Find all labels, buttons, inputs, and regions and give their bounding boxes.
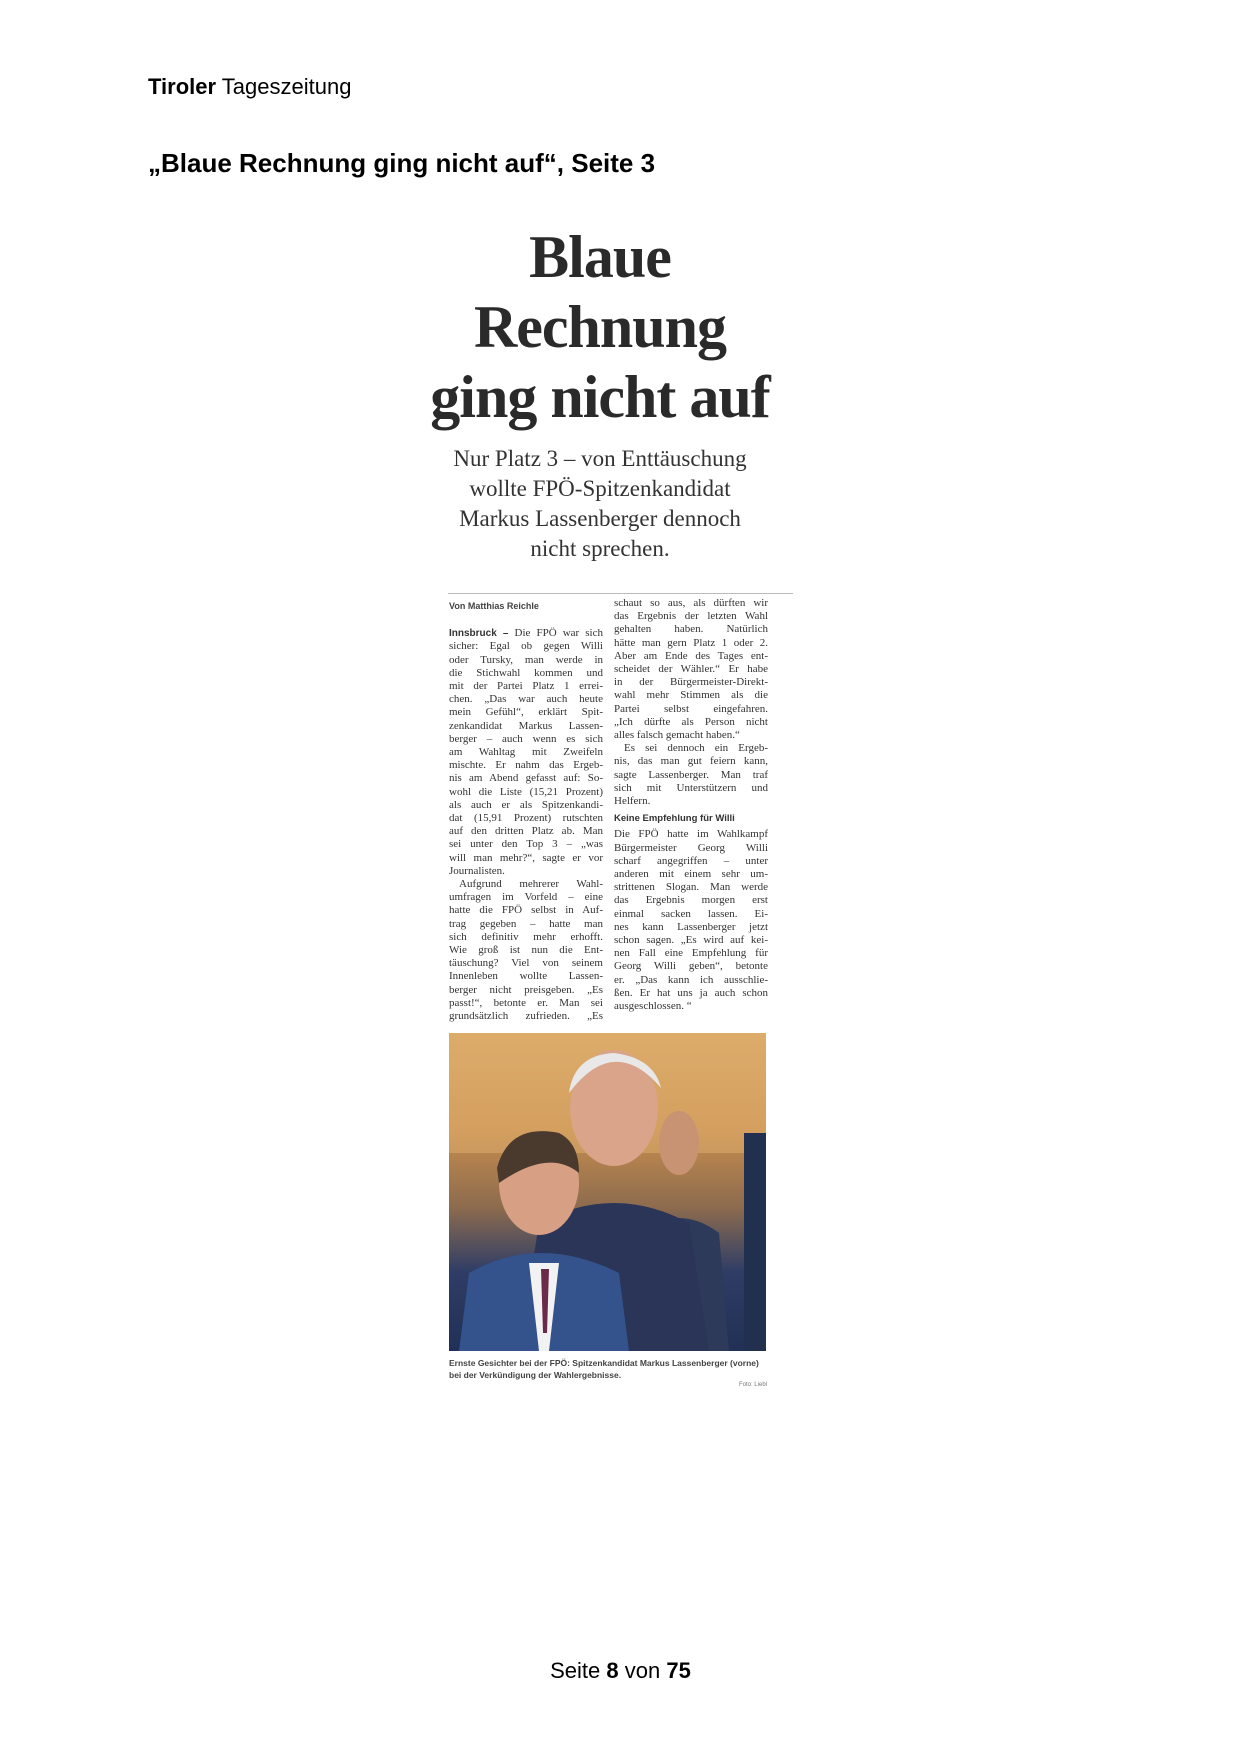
line-text: Die FPÖ war sich [514,627,603,640]
line-text: Aufgrund mehrerer Wahl- [459,878,603,891]
article-text-line [449,852,603,865]
article-text-line [614,742,768,755]
line-text: täuschung? Viel von seinem [449,957,603,970]
article-text-line [614,650,768,663]
article-text-line [614,610,768,623]
article-text-line [449,904,603,917]
article-text-line [614,716,768,729]
article-text-line [449,891,603,904]
article-column-left [449,597,603,1023]
article-text-line [449,931,603,944]
line-text: nis, das man gut feiern kann, [614,755,768,768]
article-text-line [449,970,603,983]
article-text-line [449,733,603,746]
line-text: auf den dritten Platz ab. Man [449,825,603,838]
line-text: als auch er als Spitzenkandi- [449,798,603,811]
article-text-line [449,640,603,653]
line-text: das Ergebnis der letzten Wahl [614,610,768,623]
publication-name-bold: Tiroler [148,74,217,99]
current-page: 8 [606,1658,619,1683]
line-text: Helfern. [614,795,651,808]
line-text: nes kann Lassenberger jetzt [614,920,768,933]
article-text-line [449,799,603,812]
line-text: alles falsch gemacht haben.“ [614,729,740,742]
line-text: Journalisten. [449,864,505,877]
page-number [0,1658,1241,1684]
line-text: ßen. Er hat uns ja auch schon [614,986,768,999]
line-text: nen Fall eine Empfehlung für [614,947,768,960]
line-text: gehalten haben. Natürlich [614,623,768,636]
article-text-line [614,703,768,716]
article-text-line [449,997,603,1010]
publication-name-rest: Tageszeitung [221,74,352,99]
line-text: das Ergebnis morgen erst [614,894,768,907]
line-text: umfragen im Vorfeld – eine [449,891,603,904]
article-text-line [449,957,603,970]
article-text-line [449,680,603,693]
article-text-line [614,908,768,921]
article-headline [300,222,900,432]
article-text-line [449,720,603,733]
article-text-line [449,759,603,772]
article-text-line [614,855,768,868]
headline-line: Rechnung [473,294,727,360]
article-subhead: Keine Empfehlung für Willi [614,813,735,825]
article-text-line [614,974,768,987]
article-text-line [449,772,603,785]
page-of-label: von [624,1658,661,1683]
article-text-line [449,746,603,759]
line-text: Es sei dennoch ein Ergeb- [624,742,768,755]
photo-credit: Foto: Liebl [738,1382,767,1388]
article-text-line [449,812,603,825]
article-text-line [449,918,603,931]
line-text: oder Tursky, man werde in [449,653,603,666]
article-subheadline [380,444,820,564]
line-text: schon sagen. „Es wird auf kei- [614,934,768,947]
line-text: sei unter den Top 3 – „was [449,838,603,851]
line-text: am Wahltag mit Zweifeln [449,746,603,759]
line-text: hatte die FPÖ selbst in Auf- [449,904,603,917]
line-text: Innenleben wollte Lassen- [449,970,603,983]
line-text: passt!“, betonte er. Man sei [449,996,603,1009]
article-text-line [614,987,768,1000]
article-text-line [614,637,768,650]
line-text: Aber am Ende des Tages ent- [614,649,768,662]
line-text: trag gegeben – hatte man [449,917,603,930]
line-text: Partei selbst eingefahren. [614,702,768,715]
article-text-line [614,782,768,795]
article-text-line [614,828,768,841]
article-text-line [449,627,603,640]
article-text-line [449,944,603,957]
article-text-line [449,706,603,719]
line-text: anderen mit einem sehr um- [614,868,768,881]
article-text-line [614,1000,768,1013]
line-text: mein Gefühl“, erklärt Spit- [449,706,603,719]
article-text-line [614,597,768,610]
article-text-line [449,825,603,838]
article-text-line [614,676,768,689]
line-text: er. „Das kann ich ausschlie- [614,973,768,986]
article-text-line [449,786,603,799]
article-text-line [614,960,768,973]
article-text-line [449,865,603,878]
article-text-line [449,654,603,667]
article-text-line [614,769,768,782]
line-text: grundsätzlich zufrieden. „Es [449,1010,603,1023]
line-text: scharf angegriffen – unter [614,854,768,867]
line-text: Wie groß ist nun die Ent- [449,944,603,957]
article-text-line [449,838,603,851]
line-text: berger nicht preisgeben. „Es [449,983,603,996]
subheadline-line: wollte FPÖ-Spitzenkandidat [469,476,731,501]
line-text: mit der Partei Platz 1 errei- [449,680,603,693]
article-column-right [614,597,768,1013]
line-text: ausgeschlossen. “ [614,1000,692,1013]
line-text: mischte. Er nahm das Ergeb- [449,759,603,772]
article-text-line [614,755,768,768]
line-text: einmal sacken lassen. Ei- [614,907,768,920]
subheadline-line: Nur Platz 3 – von Enttäuschung [453,446,747,471]
line-text: sich definitiv mehr erhofft. [449,930,603,943]
line-text: „Ich dürfte als Person nicht [614,715,768,728]
line-text: Georg Willi geben“, betonte [614,960,768,973]
caption-text: Ernste Gesichter bei der FPÖ: Spitzenkandidat Markus Lassenberger (vorne) bei der Verkündigung der Wahlergebnisse. [449,1358,759,1380]
divider [448,593,793,594]
total-pages: 75 [666,1658,691,1683]
article-text-line [614,623,768,636]
article-text-line [614,663,768,676]
line-text: sagte Lassenberger. Man traf [614,768,768,781]
article-text-line [614,894,768,907]
subheadline-line: nicht sprechen. [530,536,670,561]
headline-line: ging nicht auf [430,364,770,430]
line-text: die Stichwahl kommen und [449,666,603,679]
line-text: will man mehr?“, sagte er vor [449,851,603,864]
line-text: sich mit Unterstützern und [614,781,768,794]
subheadline-line: Markus Lassenberger dennoch [459,506,741,531]
article-text-line [614,689,768,702]
photo-illustration [449,1033,766,1351]
line-text: hätte man gern Platz 1 oder 2. [614,636,768,649]
line-text: zenkandidat Markus Lassen- [449,719,603,732]
article-reference: „Blaue Rechnung ging nicht auf“, Seite 3 [148,148,656,178]
line-text: chen. „Das war auch heute [449,693,603,706]
article-text-line [449,693,603,706]
article-text-line [614,921,768,934]
article-text-line [614,795,768,808]
article-text-line [614,881,768,894]
article-text-line [449,984,603,997]
headline-line: Blaue [529,224,671,290]
line-text: dat (15,91 Prozent) rutschten [449,812,603,825]
article-text-line [449,878,603,891]
photo-caption [449,1357,767,1389]
byline: Von Matthias Reichle [449,601,539,611]
publication-name [148,74,351,100]
line-text: strittenen Slogan. Man werde [614,881,768,894]
line-text: Bürgermeister Georg Willi [614,841,768,854]
line-text: Die FPÖ hatte im Wahlkampf [614,828,768,841]
dateline: Innsbruck – [449,628,509,640]
article-text-line [614,729,768,742]
article-photo [449,1033,766,1351]
article-text-line [449,1010,603,1023]
line-text: wahl mehr Stimmen als die [614,689,768,702]
line-text: berger – auch wenn es sich [449,732,603,745]
line-text: scheidet der Wähler.“ Er habe [614,663,768,676]
page-label: Seite [550,1658,601,1683]
article-text-line [614,868,768,881]
line-text: nis am Abend gefasst auf: So- [449,772,603,785]
article-text-line [614,842,768,855]
article-text-line [614,934,768,947]
article-text-line [614,947,768,960]
article-text-line [449,667,603,680]
line-text: schaut so aus, als dürften wir [614,597,768,609]
line-text: sicher: Egal ob gegen Willi [449,640,603,653]
line-text: in der Bürgermeister-Direkt- [614,676,768,689]
line-text: wohl die Liste (15,21 Prozent) [449,785,603,798]
